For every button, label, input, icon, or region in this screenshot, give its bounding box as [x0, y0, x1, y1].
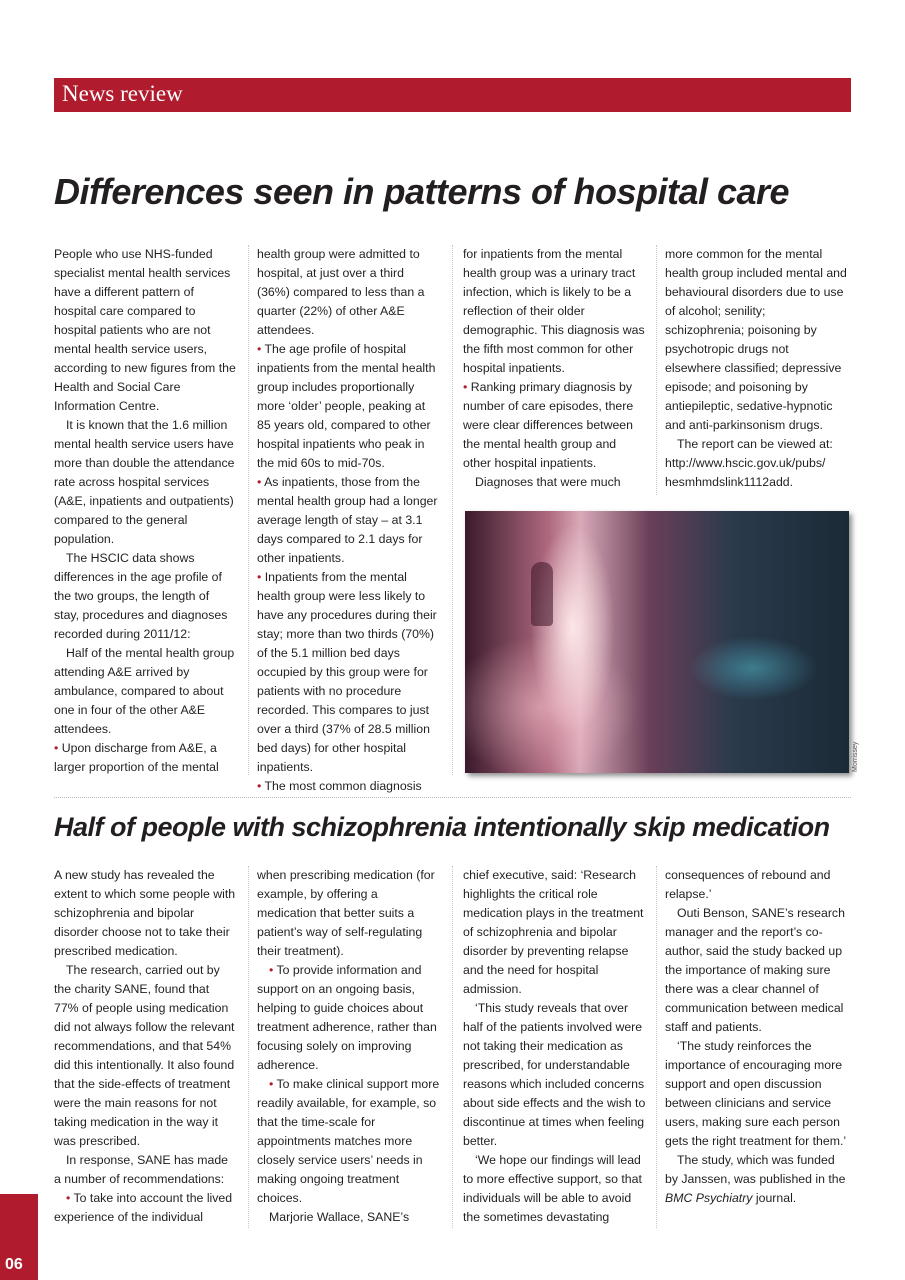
- article1-column-2: [257, 245, 440, 796]
- article-headline: Differences seen in patterns of hospital care: [54, 171, 790, 212]
- bullet-paragraph: • The most common diagnosis: [257, 779, 422, 793]
- bullet-paragraph: • Ranking primary diagnosis by number of care episodes, there were clear differences between the mental health group and other hospital inpatients.: [463, 380, 634, 470]
- paragraph: It is known that the 1.6 million mental health service users have more than double the attendance rate across hospital services (A&E, inpatients and outpatients) compared to the general population.: [54, 418, 235, 546]
- bullet-icon: •: [463, 380, 468, 394]
- paragraph: The HSCIC data shows differences in the age profile of the two groups, the length of stay, procedures and diagnoses recorded during 2011/12:: [54, 551, 228, 641]
- article2-column-3: [463, 866, 646, 1227]
- page-number-tab: [0, 1194, 38, 1280]
- article2-column-1: [54, 866, 237, 1227]
- column-divider: [248, 245, 249, 775]
- bullet-paragraph: • To provide information and support on an ongoing basis, helping to guide choices about treatment adherence, rather than focusing solely on improving adherence.: [257, 963, 437, 1072]
- bullet-icon: •: [269, 963, 274, 977]
- column-divider: [656, 866, 657, 1228]
- bullet-paragraph: • As inpatients, those from the mental health group had a longer average length of stay – at 3.1 days compared to 2.1 days for other inpatients.: [257, 475, 438, 565]
- silhouette-figure: [531, 562, 553, 626]
- photo-credit: Morrissey: [852, 741, 859, 772]
- paragraph: The study, which was funded by Janssen, was published in the BMC Psychiatry journal.: [665, 1153, 846, 1205]
- article-headline: Half of people with schizophrenia intentionally skip medication: [54, 812, 830, 842]
- paragraph: chief executive, said: ‘Research highlights the critical role medication plays in the treatment of schizophrenia and bipolar disorder by preventing relapse and the need for hospital admission.: [463, 868, 644, 996]
- paragraph: ‘The study reinforces the importance of encouraging more support and open discussion between clinicians and service users, making sure each person gets the right treatment for them.’: [665, 1039, 847, 1148]
- paragraph: In response, SANE has made a number of recommendations:: [54, 1153, 228, 1186]
- paragraph: A new study has revealed the extent to which some people with schizophrenia and bipolar disorder choose not to take their prescribed medication.: [54, 868, 236, 958]
- paragraph: Diagnoses that were much: [475, 475, 621, 489]
- bullet-icon: •: [257, 342, 262, 356]
- hospital-corridor-photo: [465, 511, 849, 773]
- bullet-paragraph: • To take into account the lived experience of the individual: [54, 1191, 233, 1224]
- paragraph: The research, carried out by the charity SANE, found that 77% of people using medication did not always follow the relevant recommendations, and that 54% did this intentionally. It also found that the side-effects of treatment were the main reasons for not taking medication in the way it was prescribed.: [54, 963, 235, 1148]
- paragraph: People who use NHS-funded specialist mental health services have a different pattern of hospital care compared to hospital patients who are not mental health service users, according to new figures from the Health and Social Care Information Centre.: [54, 247, 236, 413]
- bullet-icon: •: [269, 1077, 274, 1091]
- paragraph: The report can be viewed at: http://www.hscic.gov.uk/pubs/ hesmhmdslink1112add.: [665, 437, 833, 489]
- section-divider: [54, 797, 851, 798]
- bullet-icon: •: [257, 570, 262, 584]
- bullet-icon: •: [66, 1191, 71, 1205]
- article1-column-3: [463, 245, 646, 492]
- bullet-paragraph: • Inpatients from the mental health group were less likely to have any procedures during their stay; more than two thirds (70%) of the 5.1 million bed days occupied by this group were for patients with no procedure recorded. This compares to just over a third (37% of 28.5 million bed days) for other hospital inpatients.: [257, 570, 437, 774]
- paragraph: Outi Benson, SANE’s research manager and the report’s co-author, said the study backed up the importance of making sure there was a clear channel of communication between medical staff and patients.: [665, 906, 845, 1034]
- column-divider: [452, 245, 453, 775]
- paragraph: consequences of rebound and relapse.’: [665, 868, 831, 901]
- column-divider: [452, 866, 453, 1228]
- paragraph: more common for the mental health group included mental and behavioural disorders due to use of alcohol; senility; schizophrenia; poisoning by psychotropic drugs not elsewhere classified; depressive episode; and poisoning by antiepileptic, sedative-hypnotic and anti-parkinsonism drugs.: [665, 247, 847, 432]
- bullet-paragraph: • Upon discharge from A&E, a larger proportion of the mental: [54, 741, 219, 774]
- paragraph: for inpatients from the mental health group was a urinary tract infection, which is likely to be a reflection of their older demographic. This diagnosis was the fifth most common for other hospital inpatients.: [463, 247, 645, 375]
- column-divider: [656, 245, 657, 495]
- page-number: 06: [5, 1256, 23, 1273]
- paragraph: health group were admitted to hospital, at just over a third (36%) compared to less than a quarter (22%) of other A&E attendees.: [257, 247, 425, 337]
- article2-column-4: [665, 866, 848, 1208]
- bullet-icon: •: [257, 779, 262, 793]
- section-title: News review: [62, 81, 183, 106]
- bullet-paragraph: • To make clinical support more readily available, for example, so that the time-scale for appointments matches more closely service users’ needs in making ongoing treatment choices.: [257, 1077, 440, 1205]
- column-divider: [248, 866, 249, 1228]
- article1-column-4: [665, 245, 848, 492]
- paragraph: Half of the mental health group attending A&E arrived by ambulance, compared to about one in four of the other A&E attendees.: [54, 646, 235, 736]
- paragraph: ‘We hope our findings will lead to more effective support, so that individuals will be able to avoid the sometimes devastating: [463, 1153, 642, 1224]
- bullet-paragraph: • The age profile of hospital inpatients from the mental health group includes proportionally more ‘older’ people, peaking at 85 years old, compared to other hospital inpatients who peak in the mid 60s to mid-70s.: [257, 342, 436, 470]
- bullet-icon: •: [54, 741, 59, 755]
- article2-column-2: [257, 866, 440, 1227]
- article1-column-1: [54, 245, 237, 777]
- journal-name: BMC Psychiatry: [665, 1191, 753, 1205]
- section-banner: [54, 78, 851, 112]
- bullet-icon: •: [257, 475, 262, 489]
- paragraph: Marjorie Wallace, SANE’s: [269, 1210, 410, 1224]
- paragraph: when prescribing medication (for example, by offering a medication that better suits a patient’s way of self-regulating their treatment).: [257, 868, 435, 958]
- paragraph: ‘This study reveals that over half of the patients involved were not taking their medication as prescribed, for understandable reasons which included concerns about side effects and the wish to discontinue at times when feeling better.: [463, 1001, 646, 1148]
